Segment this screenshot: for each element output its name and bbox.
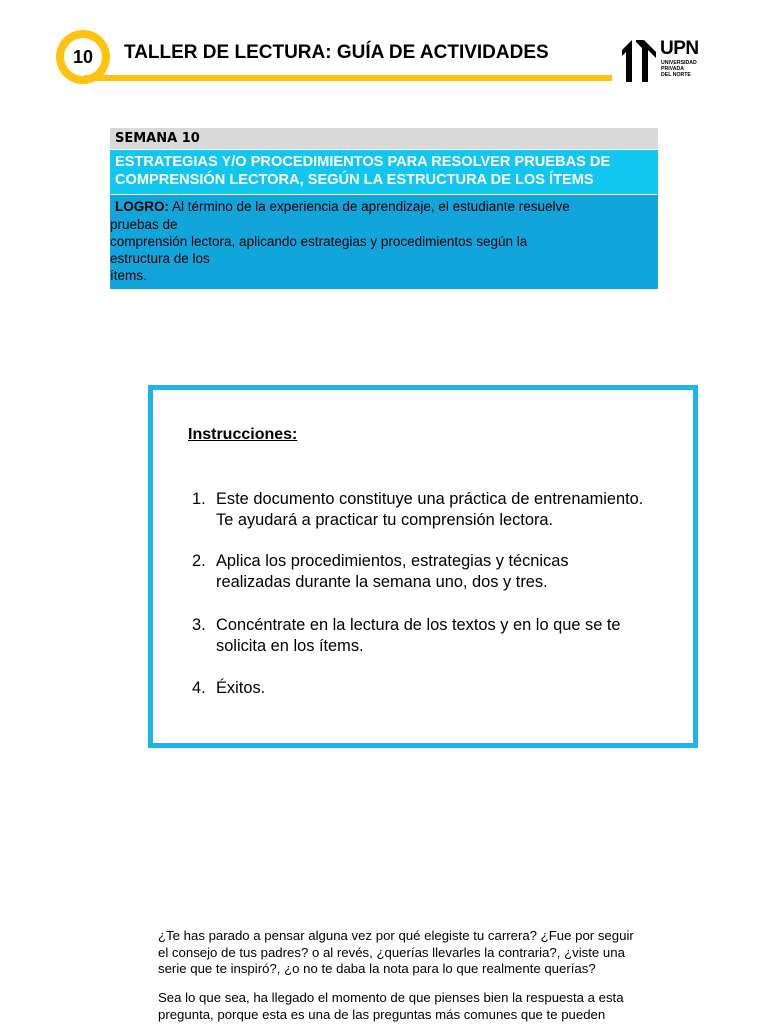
header-divider bbox=[84, 75, 612, 81]
week-topic-line: COMPRENSIÓN LECTORA, SEGÚN LA ESTRUCTURA DE LOS ÍTEMS bbox=[115, 171, 594, 188]
instructions-box bbox=[148, 385, 698, 748]
body-line: el consejo de tus padres? o al revés, ¿querías llevarles la contraria?, ¿viste una bbox=[158, 944, 625, 960]
logo-subtitle-line: PRIVADA bbox=[661, 66, 684, 73]
logo-subtitle-line: UNIVERSIDAD bbox=[661, 60, 697, 66]
upn-logo bbox=[620, 38, 710, 86]
instruction-text bbox=[216, 678, 706, 699]
body-line: ¿Te has parado a pensar alguna vez por qué elegiste tu carrera? ¿Fue por seguir bbox=[158, 928, 634, 943]
week-topic bbox=[110, 150, 658, 194]
body-paragraph bbox=[158, 928, 672, 978]
instruction-line: Éxitos. bbox=[216, 679, 266, 697]
learning-goal-line: estructura de los bbox=[110, 251, 210, 266]
learning-goal-text: Al término de la experiencia de aprendizaje, el estudiante resuelve bbox=[169, 199, 570, 214]
instruction-number: 2. bbox=[192, 552, 206, 570]
logo-wordmark: UPN bbox=[660, 38, 699, 59]
upn-logo-icon bbox=[620, 38, 658, 84]
learning-goal-line: comprensión lectora, aplicando estrategias y procedimientos según la bbox=[110, 234, 528, 249]
chapter-number: 10 bbox=[64, 38, 102, 76]
page-title: TALLER DE LECTURA: GUÍA DE ACTIVIDADES bbox=[124, 42, 549, 63]
instruction-line: Te ayudará a practicar tu comprensión lectora. bbox=[216, 511, 554, 529]
learning-goal-line: pruebas de bbox=[110, 217, 178, 232]
learning-goal-label: LOGRO: bbox=[115, 199, 169, 214]
instruction-line: Aplica los procedimientos, estrategias y técnicas bbox=[216, 552, 569, 570]
instruction-line: realizadas durante la semana uno, dos y tres. bbox=[216, 573, 548, 591]
instructions-title: Instrucciones: bbox=[188, 426, 298, 443]
week-topic-line: ESTRATEGIAS Y/O PROCEDIMIENTOS PARA RESOLVER PRUEBAS DE bbox=[115, 154, 611, 170]
instruction-line: Este documento constituye una práctica de entrenamiento. bbox=[216, 490, 644, 508]
body-paragraph bbox=[158, 990, 672, 1023]
learning-goal bbox=[110, 195, 658, 289]
week-label: SEMANA 10 bbox=[110, 128, 658, 149]
learning-goal-line bbox=[115, 199, 570, 215]
instruction-line: solicita en los ítems. bbox=[216, 637, 364, 655]
instruction-number: 3. bbox=[192, 616, 206, 634]
logo-subtitle-line: DEL NORTE bbox=[661, 72, 691, 79]
body-line: pregunta, porque esta es una de las preguntas más comunes que te pueden bbox=[158, 1006, 606, 1022]
instruction-text bbox=[216, 551, 706, 593]
learning-goal-line: ítems. bbox=[110, 268, 147, 283]
instruction-text bbox=[216, 489, 706, 531]
instruction-line: Concéntrate en la lectura de los textos y en lo que se te bbox=[216, 616, 621, 634]
instruction-number: 1. bbox=[192, 490, 206, 508]
body-line: serie que te inspiró?, ¿o no te daba la nota para lo que realmente querías? bbox=[158, 961, 596, 976]
body-line: Sea lo que sea, ha llegado el momento de que pienses bien la respuesta a esta bbox=[158, 990, 624, 1005]
instruction-number: 4. bbox=[192, 679, 206, 697]
logo-subtitle bbox=[661, 60, 711, 79]
instruction-text bbox=[216, 615, 706, 657]
